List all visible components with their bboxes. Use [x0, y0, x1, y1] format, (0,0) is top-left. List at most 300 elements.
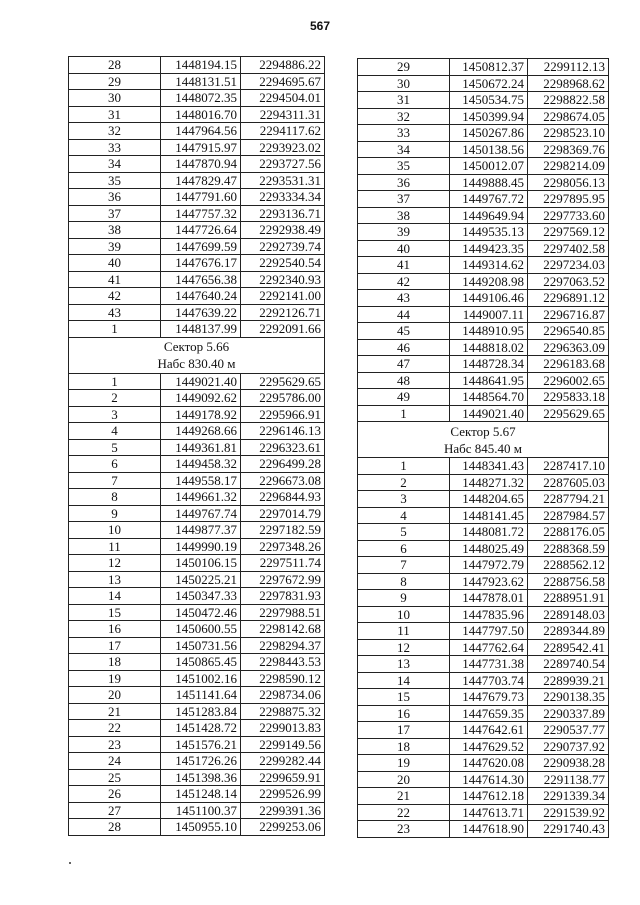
x-coordinate-cell: 1448072.35: [161, 90, 241, 107]
table-row: [69, 439, 325, 456]
y-coordinate-cell: 2298214.09: [528, 158, 609, 175]
table-row: [358, 656, 609, 673]
point-number-cell: 39: [69, 238, 161, 255]
table-row: [358, 755, 609, 772]
y-coordinate-cell: 2288951.91: [528, 590, 609, 607]
point-number-cell: 6: [358, 540, 450, 557]
table-row: [358, 356, 609, 373]
y-coordinate-cell: 2298443.53: [241, 654, 325, 671]
point-number-cell: 48: [358, 372, 450, 389]
coordinates-table-right: [357, 58, 609, 838]
x-coordinate-cell: 1447762.64: [450, 639, 528, 656]
table-row: [358, 125, 609, 142]
x-coordinate-cell: 1448081.72: [450, 524, 528, 541]
point-number-cell: 23: [69, 736, 161, 753]
x-coordinate-cell: 1451576.21: [161, 736, 241, 753]
point-number-cell: 17: [69, 637, 161, 654]
x-coordinate-cell: 1447878.01: [450, 590, 528, 607]
y-coordinate-cell: 2296363.09: [528, 339, 609, 356]
table-row: [69, 522, 325, 539]
x-coordinate-cell: 1449106.46: [450, 290, 528, 307]
table-row: [358, 738, 609, 755]
table-row: [69, 753, 325, 770]
y-coordinate-cell: 2299013.83: [241, 720, 325, 737]
y-coordinate-cell: 2298590.12: [241, 670, 325, 687]
y-coordinate-cell: 2295629.65: [528, 405, 609, 422]
table-row: [69, 304, 325, 321]
table-row: [358, 689, 609, 706]
x-coordinate-cell: 1447797.50: [450, 623, 528, 640]
y-coordinate-cell: 2297988.51: [241, 604, 325, 621]
point-number-cell: 2: [358, 474, 450, 491]
table-row: [69, 123, 325, 140]
table-row: [358, 59, 609, 76]
point-number-cell: 40: [69, 255, 161, 272]
table-row: [358, 524, 609, 541]
table-row: [69, 769, 325, 786]
sector-height: Набс 845.40 м: [443, 440, 523, 456]
y-coordinate-cell: 2299282.44: [241, 753, 325, 770]
y-coordinate-cell: 2293136.71: [241, 205, 325, 222]
x-coordinate-cell: 1447614.30: [450, 771, 528, 788]
table-row: [358, 458, 609, 475]
table-row: [358, 207, 609, 224]
y-coordinate-cell: 2294311.31: [241, 106, 325, 123]
x-coordinate-cell: 1448728.34: [450, 356, 528, 373]
table-row: [69, 604, 325, 621]
point-number-cell: 32: [358, 108, 450, 125]
y-coordinate-cell: 2296183.68: [528, 356, 609, 373]
x-coordinate-cell: 1447640.24: [161, 288, 241, 305]
y-coordinate-cell: 2293334.34: [241, 189, 325, 206]
y-coordinate-cell: 2291740.43: [528, 821, 609, 838]
y-coordinate-cell: 2289344.89: [528, 623, 609, 640]
point-number-cell: 21: [358, 788, 450, 805]
y-coordinate-cell: 2292091.66: [241, 321, 325, 338]
point-number-cell: 29: [358, 59, 450, 76]
point-number-cell: 40: [358, 240, 450, 257]
y-coordinate-cell: 2289542.41: [528, 639, 609, 656]
point-number-cell: 22: [69, 720, 161, 737]
point-number-cell: 43: [69, 304, 161, 321]
x-coordinate-cell: 1449888.45: [450, 174, 528, 191]
x-coordinate-cell: 1450812.37: [450, 59, 528, 76]
x-coordinate-cell: 1449767.74: [161, 505, 241, 522]
x-coordinate-cell: 1447703.74: [450, 672, 528, 689]
point-number-cell: 42: [69, 288, 161, 305]
table-row: [358, 75, 609, 92]
x-coordinate-cell: 1448204.65: [450, 491, 528, 508]
x-coordinate-cell: 1447612.18: [450, 788, 528, 805]
y-coordinate-cell: 2298822.58: [528, 92, 609, 109]
y-coordinate-cell: 2296844.93: [241, 489, 325, 506]
point-number-cell: 1: [358, 405, 450, 422]
y-coordinate-cell: 2292739.74: [241, 238, 325, 255]
point-number-cell: 45: [358, 323, 450, 340]
y-coordinate-cell: 2298523.10: [528, 125, 609, 142]
table-row: [69, 456, 325, 473]
point-number-cell: 14: [69, 588, 161, 605]
y-coordinate-cell: 2296323.61: [241, 439, 325, 456]
table-row: [69, 73, 325, 90]
x-coordinate-cell: 1450225.21: [161, 571, 241, 588]
y-coordinate-cell: 2287417.10: [528, 458, 609, 475]
y-coordinate-cell: 2295833.18: [528, 389, 609, 406]
x-coordinate-cell: 1448025.49: [450, 540, 528, 557]
x-coordinate-cell: 1447731.38: [450, 656, 528, 673]
table-row: [358, 804, 609, 821]
table-row: [69, 637, 325, 654]
y-coordinate-cell: 2288562.12: [528, 557, 609, 574]
table-row: [358, 257, 609, 274]
y-coordinate-cell: 2297672.99: [241, 571, 325, 588]
point-number-cell: 3: [69, 406, 161, 423]
point-number-cell: 49: [358, 389, 450, 406]
x-coordinate-cell: 1447699.59: [161, 238, 241, 255]
y-coordinate-cell: 2298056.13: [528, 174, 609, 191]
point-number-cell: 38: [69, 222, 161, 239]
table-row: [69, 222, 325, 239]
table-row: [69, 571, 325, 588]
y-coordinate-cell: 2295966.91: [241, 406, 325, 423]
y-coordinate-cell: 2291339.34: [528, 788, 609, 805]
table-row: [358, 821, 609, 838]
x-coordinate-cell: 1449649.94: [450, 207, 528, 224]
y-coordinate-cell: 2292340.93: [241, 271, 325, 288]
table-row: [69, 670, 325, 687]
point-number-cell: 38: [358, 207, 450, 224]
y-coordinate-cell: 2298294.37: [241, 637, 325, 654]
point-number-cell: 7: [69, 472, 161, 489]
point-number-cell: 34: [358, 141, 450, 158]
x-coordinate-cell: 1447639.22: [161, 304, 241, 321]
y-coordinate-cell: 2296540.85: [528, 323, 609, 340]
table-row: [69, 321, 325, 338]
x-coordinate-cell: 1449268.66: [161, 423, 241, 440]
point-number-cell: 18: [69, 654, 161, 671]
x-coordinate-cell: 1447835.96: [450, 606, 528, 623]
x-coordinate-cell: 1450347.33: [161, 588, 241, 605]
point-number-cell: 35: [69, 172, 161, 189]
point-number-cell: 22: [358, 804, 450, 821]
y-coordinate-cell: 2299391.36: [241, 802, 325, 819]
sector-header-cell: [69, 337, 325, 373]
y-coordinate-cell: 2293727.56: [241, 156, 325, 173]
table-row: [69, 802, 325, 819]
x-coordinate-cell: 1451002.16: [161, 670, 241, 687]
x-coordinate-cell: 1448641.95: [450, 372, 528, 389]
table-row: [358, 92, 609, 109]
y-coordinate-cell: 2297402.58: [528, 240, 609, 257]
x-coordinate-cell: 1450106.15: [161, 555, 241, 572]
x-coordinate-cell: 1450672.24: [450, 75, 528, 92]
table-row: [358, 141, 609, 158]
y-coordinate-cell: 2290537.77: [528, 722, 609, 739]
x-coordinate-cell: 1448131.51: [161, 73, 241, 90]
y-coordinate-cell: 2294886.22: [241, 57, 325, 74]
y-coordinate-cell: 2287984.57: [528, 507, 609, 524]
table-row: [69, 703, 325, 720]
table-row: [358, 474, 609, 491]
y-coordinate-cell: 2298369.76: [528, 141, 609, 158]
table-row: [358, 573, 609, 590]
y-coordinate-cell: 2296146.13: [241, 423, 325, 440]
y-coordinate-cell: 2297895.95: [528, 191, 609, 208]
table-row: [69, 720, 325, 737]
y-coordinate-cell: 2292126.71: [241, 304, 325, 321]
table-row: [69, 538, 325, 555]
table-row: [358, 405, 609, 422]
y-coordinate-cell: 2299659.91: [241, 769, 325, 786]
point-number-cell: 17: [358, 722, 450, 739]
table-row: [358, 788, 609, 805]
point-number-cell: 8: [358, 573, 450, 590]
point-number-cell: 10: [358, 606, 450, 623]
point-number-cell: 18: [358, 738, 450, 755]
point-number-cell: 31: [69, 106, 161, 123]
table-row: [69, 472, 325, 489]
x-coordinate-cell: 1450731.56: [161, 637, 241, 654]
x-coordinate-cell: 1447629.52: [450, 738, 528, 755]
x-coordinate-cell: 1448564.70: [450, 389, 528, 406]
y-coordinate-cell: 2297063.52: [528, 273, 609, 290]
y-coordinate-cell: 2298734.06: [241, 687, 325, 704]
y-coordinate-cell: 2297831.93: [241, 588, 325, 605]
point-number-cell: 10: [69, 522, 161, 539]
table-row: [69, 687, 325, 704]
coordinates-table-left: [68, 56, 325, 836]
y-coordinate-cell: 2295629.65: [241, 373, 325, 390]
table-row: [69, 819, 325, 836]
x-coordinate-cell: 1447915.97: [161, 139, 241, 156]
x-coordinate-cell: 1450138.56: [450, 141, 528, 158]
x-coordinate-cell: 1448271.32: [450, 474, 528, 491]
x-coordinate-cell: 1451726.26: [161, 753, 241, 770]
point-number-cell: 4: [69, 423, 161, 440]
point-number-cell: 5: [358, 524, 450, 541]
table-row: [69, 373, 325, 390]
table-row: [69, 271, 325, 288]
y-coordinate-cell: 2297348.26: [241, 538, 325, 555]
point-number-cell: 36: [69, 189, 161, 206]
x-coordinate-cell: 1447923.62: [450, 573, 528, 590]
y-coordinate-cell: 2298968.62: [528, 75, 609, 92]
table-row: [358, 158, 609, 175]
point-number-cell: 5: [69, 439, 161, 456]
x-coordinate-cell: 1448910.95: [450, 323, 528, 340]
x-coordinate-cell: 1450955.10: [161, 819, 241, 836]
x-coordinate-cell: 1450600.55: [161, 621, 241, 638]
table-row: [69, 505, 325, 522]
point-number-cell: 42: [358, 273, 450, 290]
table-row: [69, 156, 325, 173]
point-number-cell: 20: [69, 687, 161, 704]
table-row: [69, 423, 325, 440]
y-coordinate-cell: 2294117.62: [241, 123, 325, 140]
x-coordinate-cell: 1447656.38: [161, 271, 241, 288]
x-coordinate-cell: 1448141.45: [450, 507, 528, 524]
y-coordinate-cell: 2291539.92: [528, 804, 609, 821]
page-number: 567: [309, 19, 331, 33]
table-row: [69, 555, 325, 572]
point-number-cell: 15: [358, 689, 450, 706]
table-row: [358, 507, 609, 524]
point-number-cell: 35: [358, 158, 450, 175]
sector-header-cell: [358, 422, 609, 458]
point-number-cell: 13: [358, 656, 450, 673]
y-coordinate-cell: 2292141.00: [241, 288, 325, 305]
x-coordinate-cell: 1448194.15: [161, 57, 241, 74]
point-number-cell: 37: [69, 205, 161, 222]
y-coordinate-cell: 2298674.05: [528, 108, 609, 125]
point-number-cell: 12: [69, 555, 161, 572]
y-coordinate-cell: 2296499.28: [241, 456, 325, 473]
table-row: [358, 306, 609, 323]
x-coordinate-cell: 1447679.73: [450, 689, 528, 706]
point-number-cell: 9: [358, 590, 450, 607]
table-row: [358, 590, 609, 607]
y-coordinate-cell: 2295786.00: [241, 390, 325, 407]
x-coordinate-cell: 1449092.62: [161, 390, 241, 407]
y-coordinate-cell: 2297511.74: [241, 555, 325, 572]
point-number-cell: 6: [69, 456, 161, 473]
point-number-cell: 41: [69, 271, 161, 288]
point-number-cell: 37: [358, 191, 450, 208]
y-coordinate-cell: 2294695.67: [241, 73, 325, 90]
x-coordinate-cell: 1447726.64: [161, 222, 241, 239]
point-number-cell: 33: [358, 125, 450, 142]
point-number-cell: 39: [358, 224, 450, 241]
table-row: [358, 240, 609, 257]
y-coordinate-cell: 2296002.65: [528, 372, 609, 389]
point-number-cell: 27: [69, 802, 161, 819]
x-coordinate-cell: 1451248.14: [161, 786, 241, 803]
x-coordinate-cell: 1447659.35: [450, 705, 528, 722]
table-row: [358, 639, 609, 656]
x-coordinate-cell: 1450399.94: [450, 108, 528, 125]
table-row: [69, 106, 325, 123]
y-coordinate-cell: 2289740.54: [528, 656, 609, 673]
y-coordinate-cell: 2291138.77: [528, 771, 609, 788]
table-row: [358, 705, 609, 722]
table-row: [358, 722, 609, 739]
point-number-cell: 3: [358, 491, 450, 508]
x-coordinate-cell: 1449208.98: [450, 273, 528, 290]
x-coordinate-cell: 1448137.99: [161, 321, 241, 338]
point-number-cell: 8: [69, 489, 161, 506]
table-row: [69, 288, 325, 305]
table-row: [69, 736, 325, 753]
x-coordinate-cell: 1447870.94: [161, 156, 241, 173]
y-coordinate-cell: 2296891.12: [528, 290, 609, 307]
table-row: [69, 172, 325, 189]
table-row: [69, 139, 325, 156]
y-coordinate-cell: 2288368.59: [528, 540, 609, 557]
point-number-cell: 28: [69, 819, 161, 836]
y-coordinate-cell: 2297733.60: [528, 207, 609, 224]
table-row: [358, 672, 609, 689]
x-coordinate-cell: 1448016.70: [161, 106, 241, 123]
point-number-cell: 7: [358, 557, 450, 574]
table-row: [69, 189, 325, 206]
x-coordinate-cell: 1451428.72: [161, 720, 241, 737]
y-coordinate-cell: 2288176.05: [528, 524, 609, 541]
x-coordinate-cell: 1450865.45: [161, 654, 241, 671]
point-number-cell: 15: [69, 604, 161, 621]
y-coordinate-cell: 2294504.01: [241, 90, 325, 107]
sector-height: Набс 830.40 м: [157, 356, 236, 371]
point-number-cell: 19: [69, 670, 161, 687]
x-coordinate-cell: 1449021.40: [161, 373, 241, 390]
table-row: [69, 205, 325, 222]
point-number-cell: 43: [358, 290, 450, 307]
table-row: [69, 238, 325, 255]
x-coordinate-cell: 1450267.86: [450, 125, 528, 142]
y-coordinate-cell: 2288756.58: [528, 573, 609, 590]
x-coordinate-cell: 1447618.90: [450, 821, 528, 838]
table-row: [358, 491, 609, 508]
point-number-cell: 32: [69, 123, 161, 140]
point-number-cell: 24: [69, 753, 161, 770]
sector-header-row: [358, 422, 609, 458]
table-row: [358, 372, 609, 389]
y-coordinate-cell: 2290938.28: [528, 755, 609, 772]
stray-dot: [69, 862, 71, 864]
y-coordinate-cell: 2299253.06: [241, 819, 325, 836]
y-coordinate-cell: 2297014.79: [241, 505, 325, 522]
table-row: [358, 323, 609, 340]
x-coordinate-cell: 1449767.72: [450, 191, 528, 208]
point-number-cell: 28: [69, 57, 161, 74]
x-coordinate-cell: 1449990.19: [161, 538, 241, 555]
point-number-cell: 47: [358, 356, 450, 373]
point-number-cell: 34: [69, 156, 161, 173]
point-number-cell: 31: [358, 92, 450, 109]
x-coordinate-cell: 1447676.17: [161, 255, 241, 272]
y-coordinate-cell: 2289148.03: [528, 606, 609, 623]
y-coordinate-cell: 2292540.54: [241, 255, 325, 272]
point-number-cell: 19: [358, 755, 450, 772]
x-coordinate-cell: 1447620.08: [450, 755, 528, 772]
y-coordinate-cell: 2290337.89: [528, 705, 609, 722]
point-number-cell: 20: [358, 771, 450, 788]
point-number-cell: 11: [358, 623, 450, 640]
point-number-cell: 36: [358, 174, 450, 191]
point-number-cell: 11: [69, 538, 161, 555]
sector-header-row: [69, 337, 325, 373]
point-number-cell: 13: [69, 571, 161, 588]
x-coordinate-cell: 1450534.75: [450, 92, 528, 109]
table-row: [358, 557, 609, 574]
point-number-cell: 1: [69, 321, 161, 338]
x-coordinate-cell: 1447642.61: [450, 722, 528, 739]
table-row: [69, 406, 325, 423]
y-coordinate-cell: 2299526.99: [241, 786, 325, 803]
y-coordinate-cell: 2296673.08: [241, 472, 325, 489]
table-row: [69, 621, 325, 638]
table-row: [358, 290, 609, 307]
y-coordinate-cell: 2287794.21: [528, 491, 609, 508]
point-number-cell: 46: [358, 339, 450, 356]
y-coordinate-cell: 2287605.03: [528, 474, 609, 491]
point-number-cell: 30: [358, 75, 450, 92]
x-coordinate-cell: 1447757.32: [161, 205, 241, 222]
y-coordinate-cell: 2296716.87: [528, 306, 609, 323]
table-row: [358, 273, 609, 290]
point-number-cell: 9: [69, 505, 161, 522]
x-coordinate-cell: 1450012.07: [450, 158, 528, 175]
x-coordinate-cell: 1447613.71: [450, 804, 528, 821]
